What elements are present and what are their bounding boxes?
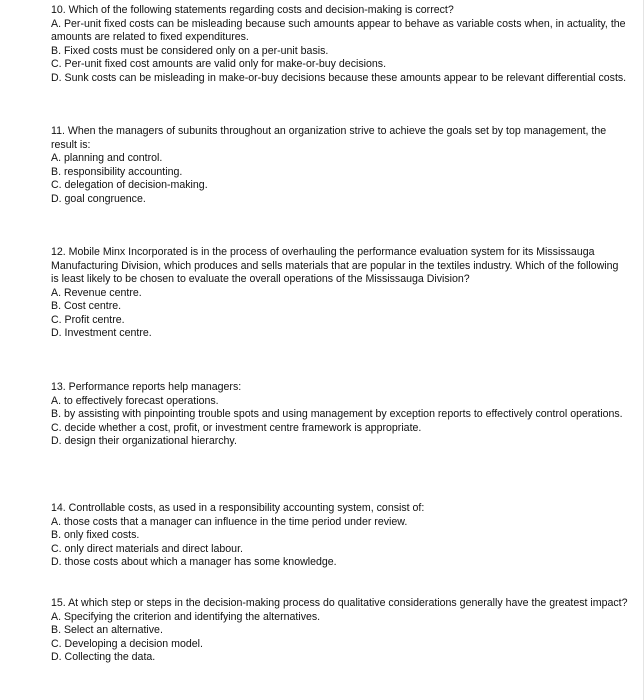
answer-option-b: B. Cost centre. (51, 300, 122, 312)
answer-option-d: D. design their organizational hierarchy. (51, 435, 237, 447)
answer-option-b: B. responsibility accounting. (51, 165, 183, 178)
question-stem: 12. Mobile Minx Incorporated is in the process of overhauling the performance evaluation system for its Mississauga Manufacturing Division, which produces and sells materials that are popular in the textiles industry. Which of the following is least likely to be chosen to evaluate the overall operations of the Mississauga Division? (51, 246, 619, 285)
question-11 (51, 125, 628, 206)
answer-option-b: B. Select an alternative. (51, 624, 163, 636)
answer-option-a: A. those costs that a manager can influence in the time period under review. (51, 515, 408, 528)
answer-option-b: B. only fixed costs. (51, 529, 140, 541)
answer-option-c: C. Per-unit fixed cost amounts are valid only for make-or-buy decisions. (51, 58, 387, 70)
answer-option-a: A. to effectively forecast operations. (51, 394, 219, 407)
question-stem: 15. At which step or steps in the decision-making process do qualitative considerations generally have the greatest impact? (51, 597, 628, 609)
question-13 (51, 381, 628, 449)
question-stem: 13. Performance reports help managers: (51, 381, 242, 393)
question-10 (51, 4, 628, 85)
answer-option-a: A. planning and control. (51, 152, 163, 164)
question-12 (51, 246, 628, 341)
question-stem: 11. When the managers of subunits throughout an organization strive to achieve the goals set by top management, the result is: (51, 125, 607, 151)
answer-option-b: B. Fixed costs must be considered only on a per-unit basis. (51, 44, 329, 57)
answer-option-c: C. Profit centre. (51, 313, 125, 326)
answer-option-d: D. those costs about which a manager has some knowledge. (51, 556, 337, 568)
answer-option-a: A. Specifying the criterion and identifying the alternatives. (51, 610, 321, 623)
question-15 (51, 597, 628, 665)
answer-option-b: B. by assisting with pinpointing trouble spots and using management by exception reports to effectively control operations. (51, 408, 623, 420)
answer-option-c: C. delegation of decision-making. (51, 179, 208, 191)
answer-option-c: C. decide whether a cost, profit, or investment centre framework is appropriate. (51, 421, 422, 434)
answer-option-d: D. Collecting the data. (51, 651, 156, 663)
question-14 (51, 502, 628, 570)
answer-option-a: A. Per-unit fixed costs can be misleading because such amounts appear to behave as variable costs when, in actuality, the amounts are related to fixed expenditures. (51, 17, 626, 43)
answer-option-c: C. only direct materials and direct labour. (51, 542, 243, 555)
answer-option-d: D. goal congruence. (51, 192, 146, 205)
question-stem: 10. Which of the following statements regarding costs and decision-making is correct? (51, 4, 454, 16)
question-stem: 14. Controllable costs, as used in a responsibility accounting system, consist of: (51, 502, 425, 514)
answer-option-d: D. Sunk costs can be misleading in make-or-buy decisions because these amounts appear to be relevant differential costs. (51, 71, 627, 84)
answer-option-c: C. Developing a decision model. (51, 637, 203, 650)
answer-option-a: A. Revenue centre. (51, 286, 142, 299)
answer-option-d: D. Investment centre. (51, 327, 152, 339)
